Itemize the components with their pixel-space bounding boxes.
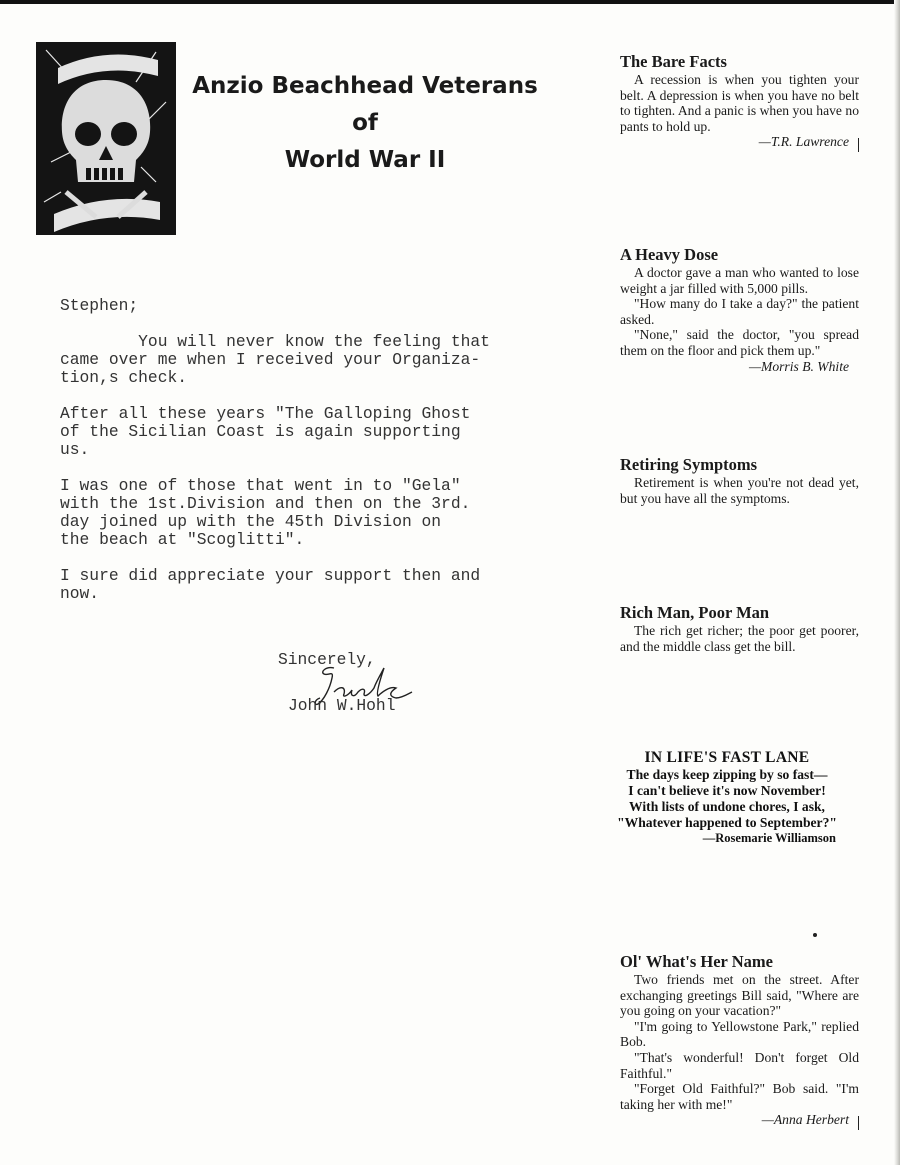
filler-author: —T.R. Lawrence	[758, 134, 849, 150]
filler-title: Retiring Symptoms	[620, 455, 758, 474]
letter-line: I sure did appreciate your support then and	[60, 566, 481, 585]
filler-bare-facts	[614, 52, 859, 150]
letter-line: day joined up with the 45th Division on	[60, 512, 442, 531]
top-border	[0, 0, 900, 4]
letterhead-line-2: of	[352, 110, 378, 136]
letter-line: You will never know the feeling that	[60, 332, 490, 351]
letter-line: now.	[60, 584, 100, 603]
filler-author: —Morris B. White	[748, 358, 849, 374]
filler-rich-man	[614, 603, 859, 654]
letter-line: came over me when I received your Organiza-	[60, 350, 481, 369]
poem-line: "Whatever happened to September?"	[617, 815, 837, 830]
filler-author: —Anna Herbert	[761, 1112, 849, 1128]
filler-fast-lane	[596, 748, 858, 846]
skull-logo	[36, 42, 176, 235]
letter-line: Stephen;	[60, 296, 139, 315]
filler-text: A doctor gave a man who wanted to lose weight a jar filled with 5,000 pills.	[620, 265, 859, 296]
ink-dot	[813, 933, 817, 937]
letter-line	[60, 459, 560, 477]
closing-text: Sincerely,	[278, 650, 376, 669]
poem-line: The days keep zipping by so fast—	[626, 767, 828, 782]
letter-line: of the Sicilian Coast is again supporting	[60, 422, 461, 441]
filler-author: —Rosemarie Williamson	[702, 831, 836, 845]
filler-text: The rich get richer; the poor get poorer, and the middle class get the bill.	[620, 623, 859, 654]
filler-text: "Forget Old Faithful?" Bob said. "I'm taking her with me!"	[620, 1081, 859, 1112]
filler-title: IN LIFE'S FAST LANE	[644, 749, 810, 766]
filler-text: "That's wonderful! Don't forget Old Faithful."	[620, 1049, 859, 1081]
filler-title: Ol' What's Her Name	[620, 952, 773, 971]
column-mark	[858, 138, 859, 152]
filler-text: A recession is when you tighten your belt. A depression is when you have no belt to tighten. And a panic is when you have no pants to hold up.	[620, 72, 859, 134]
letter-line: I was one of those that went in to "Gela"	[60, 476, 461, 495]
typed-name: John W.Hohl	[288, 696, 396, 715]
filler-text: Two friends met on the street. After exchanging greetings Bill said, "Where are you going on your vacation?"	[620, 972, 859, 1019]
letter-line: with the 1st.Division and then on the 3rd.	[60, 494, 471, 513]
letter-line: After all these years "The Galloping Ghost	[60, 404, 471, 423]
filler-retiring-symptoms	[614, 455, 859, 506]
filler-title: The Bare Facts	[620, 52, 727, 71]
filler-text: "I'm going to Yellowstone Park," replied Bob.	[620, 1018, 859, 1050]
filler-text: Retirement is when you're not dead yet, but you have all the symptoms.	[620, 475, 859, 506]
filler-text: "How many do I take a day?" the patient asked.	[620, 296, 859, 327]
poem-line: With lists of undone chores, I ask,	[629, 799, 825, 814]
filler-title: Rich Man, Poor Man	[620, 603, 770, 622]
filler-title: A Heavy Dose	[620, 245, 719, 264]
letter-line	[60, 315, 560, 333]
poem-line: I can't believe it's now November!	[628, 783, 826, 798]
letterhead-line-3: World War II	[284, 147, 446, 173]
letterhead-title	[190, 68, 540, 179]
filler-text: "None," said the doctor, "you spread them on the floor and pick them up."	[620, 327, 859, 358]
letter-line: the beach at "Scoglitti".	[60, 530, 305, 549]
letter-line: us.	[60, 440, 90, 459]
letterhead-line-1: Anzio Beachhead Veterans	[192, 73, 538, 99]
column-mark	[858, 1116, 859, 1130]
letter-body	[60, 297, 560, 603]
filler-heavy-dose	[614, 245, 859, 374]
letter-line: tion,s check.	[60, 368, 188, 387]
letter-line	[60, 549, 560, 567]
page-edge-shadow	[894, 0, 900, 1165]
filler-whats-her-name	[614, 952, 859, 1128]
letter-line	[60, 387, 560, 405]
